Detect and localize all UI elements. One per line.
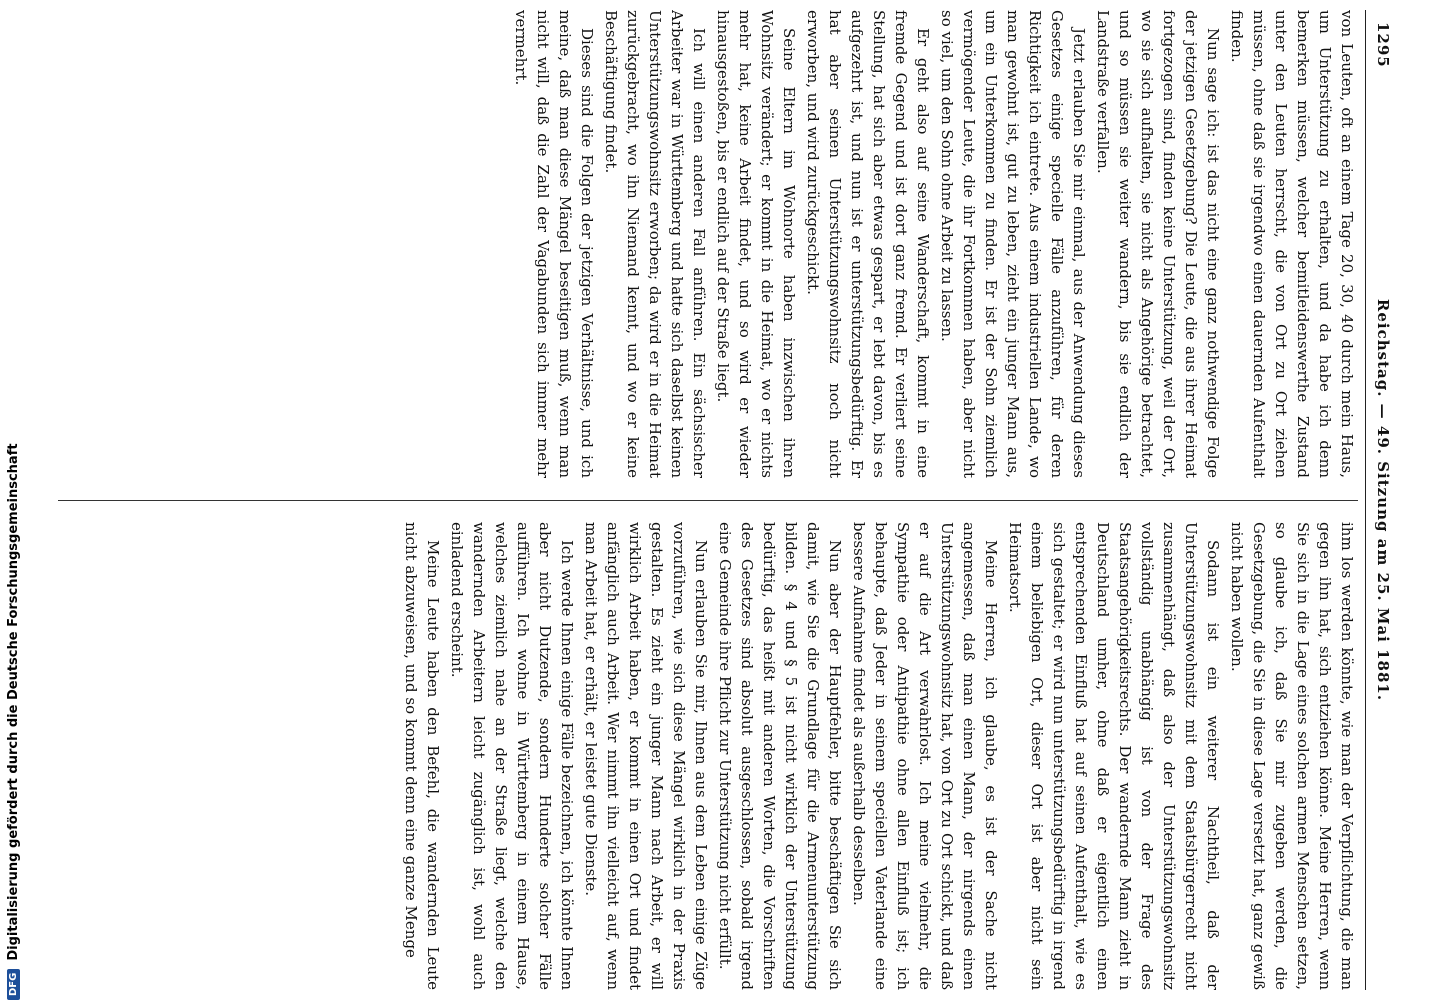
paragraph: Jetzt erlauben Sie mir einmal, aus der Anwendung dieses Gesetzes einige specielle Fälle anzuführen, für deren Richtigkeit ich eintrete. Aus einem industriellen Lande, wo man gewohnt ist, gut zu leben, zieht ein junger Mann aus, um ein Unterkommen zu finden. Er ist der Sohn ziemlich vermögender Leute, die ihr Fortkommen haben, aber nicht so viel, um den Sohn ohne Arbeit zu lassen. [938,10,1088,478]
digitization-credit [4,0,22,1000]
paragraph: Meine Leute haben den Befehl, die wandernden Leute nicht abzuweisen, und so kommt denn eine ganze Menge [402,522,442,990]
right-column [58,10,1358,478]
credit-text: Digitalisierung gefördert durch die Deutsche Forschungsgemeinschaft [5,443,21,961]
paragraph: Nun sage ich: ist das nicht eine ganz nothwendige Folge der jetzigen Gesetzgebung? Die Leute, die aus ihrer Heimat fortgezogen sind, finden keine Unterstützung, weil der Ort, wo sie sich aufhalten, sie nicht als Angehörige betrachtet, und so müssen sie weiter wandern, bis sie endlich der Landstraße verfallen. [1094,10,1222,478]
paragraph: von Leuten, oft an einem Tage 20, 30, 40 durch mein Haus, um Unterstützung zu erhalten, und da habe ich denn bemerken müssen, welcher bemitleidenswerthe Zustand unter den Leuten herrscht, die von Ort zu Ort ziehen müssen, ohne daß sie irgendwo einen dauernden Aufenthalt finden. [1228,10,1356,478]
paragraph: Ich werde Ihnen einige Fälle bezeichnen, ich könnte Ihnen aber nicht Dutzende, sondern Hunderte solcher Fälle aufführen. Ich wohne in Württemberg in einem Hause, welches ziemlich nahe an der Straße liegt, welche den wandernden Arbeitern leicht zugänglich ist, wohl auch einladend erscheint. [448,522,576,990]
paragraph: Seine Eltern im Wohnorte haben inzwischen ihren Wohnsitz verändert; er kommt in die Heimat, wo er nichts mehr hat, keine Arbeit findet, und so wird er wieder hinausgestoßen, bis er endlich auf der Straße liegt. [714,10,798,478]
page-header [1366,10,1400,990]
paragraph: ihm los werden könnte, wie man der Verpflichtung, die man gegen ihn hat, sich entziehen könne. Meine Herren, wenn Sie sich in die Lage eines solchen armen Menschen setzen, so glaube ich, daß Sie mir zugeben werden, die Gesetzgebung, die Sie in diese Lage versetzt hat, ganz gewiß nicht haben wollen. [1228,522,1356,990]
running-title: Reichstag. — 49. Sitzung am 25. Mai 1881. [1374,298,1392,702]
paragraph: Meine Herren, ich glaube, es ist der Sache nicht angemessen, daß man einen Mann, der nirgends einen Unterstützungswohnsitz hat, von Ort zu Ort schickt, und daß er auf die Art verwahrlost. Ich meine vielmehr, die Sympathie oder Antipathie ohne allen Einfluß ist; ich behaupte, daß Jeder in seinem speciellen Vaterlande eine bessere Aufnahme findet als außerhalb desselben. [850,522,1000,990]
column-divider [58,500,1358,501]
paragraph: Nun aber der Hauptfehler, bitte beschäftigen Sie sich damit, wie Sie die Grundlage für die Armenunterstützung bilden. § 4 und § 5 ist nicht wirklich der Unterstützung bedürftig, das heißt mit anderen Worten, die Vorschriften des Gesetzes sind absolut ausgeschlossen, sobald irgend eine Gemeinde ihre Pflicht zur Unterstützung nicht erfüllt. [716,522,844,990]
paragraph: Er geht also auf seine Wanderschaft, kommt in eine fremde Gegend und ist dort ganz fremd. Er verliert seine Stellung, hat sich aber etwas gespart, er lebt davon, bis es aufgezehrt ist, und nun ist er unterstützungsbedürftig. Er hat aber seinen Unterstützungswohnsitz noch nicht erworben, und wird zurückgeschickt. [804,10,932,478]
paragraph: Sodann ist ein weiterer Nachtheil, daß der Unterstützungswohnsitz mit dem Staatsbürgerrecht nicht zusammenhängt, daß also der Unterstützungswohnsitz vollständig unabhängig ist von der Frage des Staatsangehörigkeitsrechts. Der wandernde Mann zieht in Deutschland umher, ohne daß er eigentlich einen entsprechenden Einfluß hat auf seinen Aufenthalt, wie es sich gestaltet; er wird nun unterstützungsbedürftig in irgend einem beliebigen Ort, dieser Ort ist aber nicht sein Heimatsort. [1006,522,1222,990]
paragraph: Nun erlauben Sie mir, Ihnen aus dem Leben einige Züge vorzuführen, wie sich diese Mängel wirklich in der Praxis gestalten. Es zieht ein junger Mann nach Arbeit, er will wirklich Arbeit haben, er kommt in einen Ort und findet anfänglich auch Arbeit. Wer nimmt ihn vielleicht auf, wenn man Arbeit hat, er erhält, er leistet gute Dienste. [582,522,710,990]
header-rule [1365,10,1366,990]
page-number: 1295 [1374,22,1392,68]
dfg-logo: DFG [7,969,20,1000]
paragraph: Dieses sind die Folgen der jetzigen Verhältnisse, und ich meine, daß man diese Mängel beseitigen muß, wenn man nicht will, daß die Zahl der Vagabunden sich immer mehr vermehrt. [512,10,596,478]
left-column [58,522,1358,990]
paragraph: Ich will einen anderen Fall anführen. Ein sächsischer Arbeiter war in Württemberg und hatte sich daselbst keinen Unterstützungswohnsitz erworben; da wird er in die Heimat zurückgebracht, wo ihn Niemand kennt, und wo er keine Beschäftigung findet. [602,10,708,478]
rotated-page-content [40,10,1400,990]
